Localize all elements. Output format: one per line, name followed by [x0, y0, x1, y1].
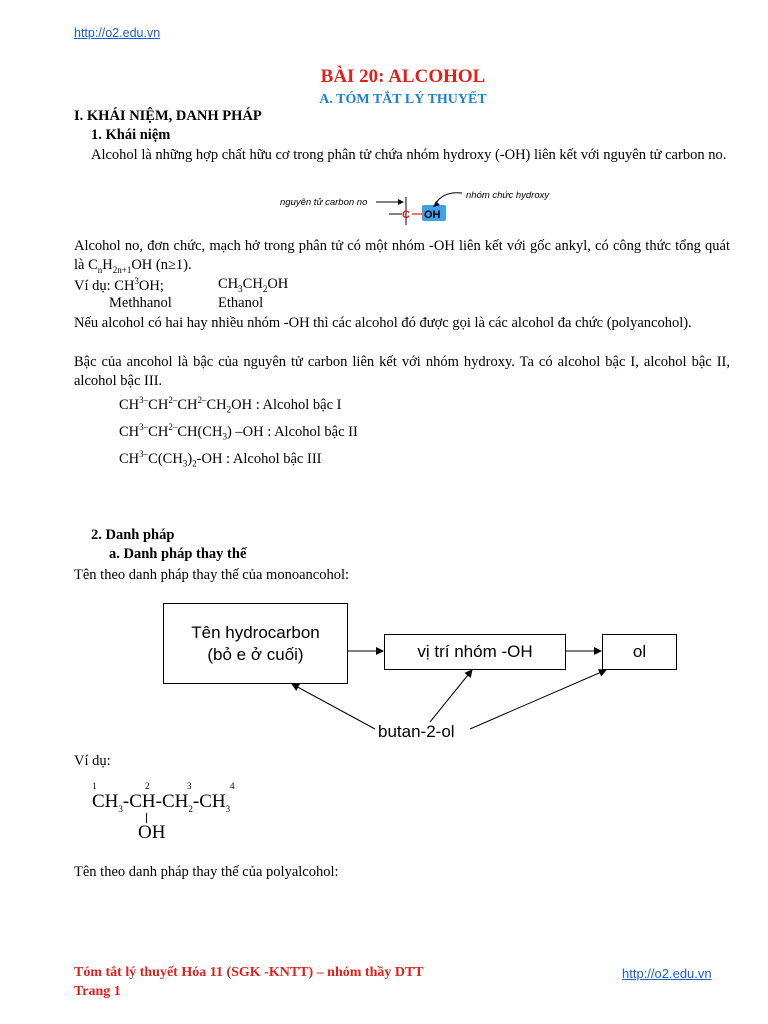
formula-secondary: $CH^{3-}CH^{2-}CH(CH_3)$ –OH : Alcohol bậc II	[119, 422, 358, 442]
page-title: BÀI 20: ALCOHOL	[320, 66, 486, 87]
carbon-number-2: 2	[145, 781, 150, 791]
carbon-number-4: 4	[230, 781, 235, 791]
name-ethanol: Ethanol	[218, 295, 264, 311]
paragraph-general-formula: Alcohol no, đơn chức, mạch hở trong phân tử có một nhóm -OH liên kết với gốc ankyl, có công thức tổng quát là $C_nH_{2n+1}OH$ (n≥1).	[74, 238, 730, 275]
footer-page-number: Trang 1	[74, 984, 121, 999]
page-subtitle: A. TÓM TẮT LÝ THUYẾT	[319, 92, 487, 107]
paragraph-degree: Bậc của ancohol là bậc của nguyên tử carbon liên kết với nhóm hydroxy. Ta có alcohol bậc I, alcohol bậc II, alcohol bậc III.	[74, 354, 730, 389]
carbon-number-1: 1	[92, 781, 97, 791]
footer-link[interactable]: http://o2.edu.vn	[622, 966, 712, 981]
hydroxy-diagram	[276, 185, 576, 230]
paragraph-polyalcohol-name: Tên theo danh pháp thay thế của polyalcohol:	[74, 864, 339, 880]
paragraph-monoalcohol: Tên theo danh pháp thay thế của monoancohol:	[74, 567, 350, 583]
header-link[interactable]: http://o2.edu.vn	[74, 26, 161, 40]
butanol-oh: OH	[138, 822, 166, 843]
example-ethanol: $CH_3CH_2OH$	[218, 276, 289, 294]
subsection-nomenclature: 2. Danh pháp	[91, 527, 175, 543]
paragraph-definition: Alcohol là những hợp chất hữu cơ trong phân tử chứa nhóm hydroxy (-OH) liên kết với nguyên tử carbon no.	[91, 147, 727, 163]
oh-group: OH	[424, 209, 441, 221]
box-oh-position: vị trí nhóm -OH	[384, 634, 566, 670]
example-line: Ví dụ: $CH^3OH$;	[74, 276, 164, 294]
formula-tertiary: $CH^{3-}C(CH_3)_2-OH$ : Alcohol bậc III	[119, 449, 322, 469]
arrow-example-box2	[430, 670, 472, 722]
formula-primary: $CH^{3-}CH^{2-}CH^{2-}CH_2OH$ : Alcohol bậc I	[119, 395, 342, 415]
example-name-butan-2-ol: butan-2-ol	[378, 722, 455, 741]
subsection-heading: 1. Khái niệm	[91, 127, 171, 143]
box-hydrocarbon-name: Tên hydrocarbon (bỏ e ở cuối)	[163, 603, 348, 684]
section-heading: I. KHÁI NIỆM, DANH PHÁP	[74, 108, 262, 124]
butanol-chain: $CH_3-CH-CH_2-CH_3$	[92, 791, 231, 814]
carbon-number-3: 3	[187, 781, 192, 791]
paragraph-polyalcohol: Nếu alcohol có hai hay nhiều nhóm -OH thì các alcohol đó được gọi là các alcohol đa chức (polyancohol).	[74, 315, 692, 331]
arrow-example-box3	[470, 670, 606, 729]
box-ol-suffix: ol	[602, 634, 677, 670]
example-label: Ví dụ:	[74, 753, 111, 769]
arrow-example-box1	[292, 684, 375, 729]
subsection-substitution: a. Danh pháp thay thế	[109, 546, 247, 562]
name-methanol: Methhanol	[109, 295, 172, 311]
hydroxy-label: nhóm chức hydroxy	[466, 190, 550, 201]
carbon-atom: C	[402, 209, 410, 221]
carbon-label: nguyên tử carbon no	[280, 197, 368, 208]
footer-text: Tóm tắt lý thuyết Hóa 11 (SGK -KNTT) – nhóm thầy DTT	[74, 965, 424, 980]
